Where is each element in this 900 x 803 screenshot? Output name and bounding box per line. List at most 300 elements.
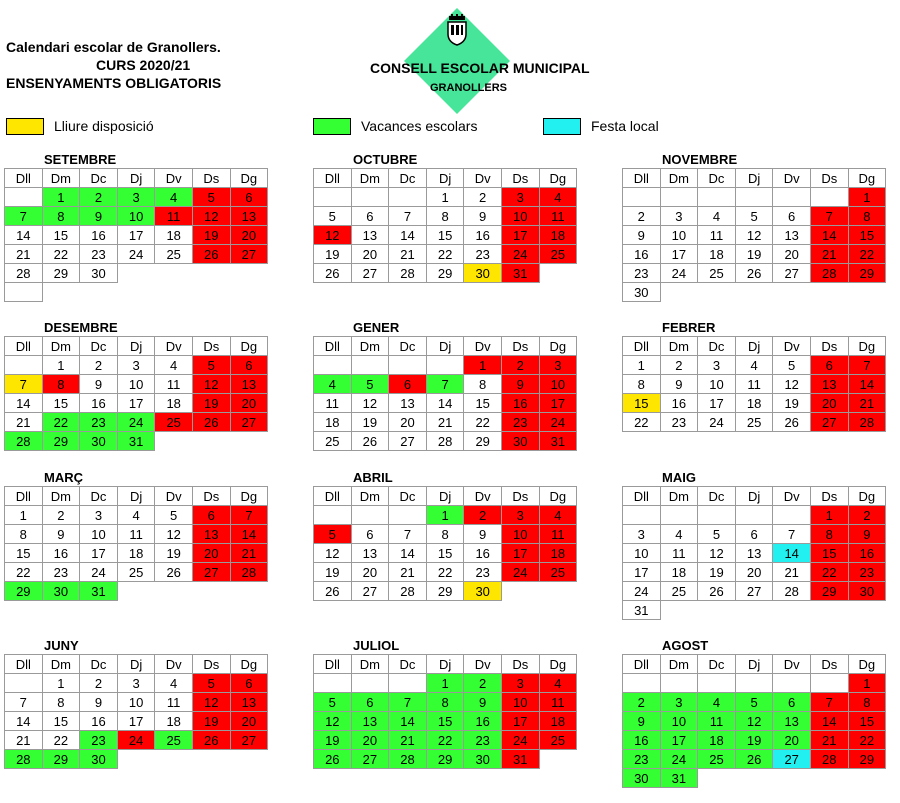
day-cell: 11 (735, 375, 773, 394)
day-cell: 24 (501, 563, 539, 582)
day-cell: 2 (80, 188, 118, 207)
weekday-header: Dm (351, 169, 389, 188)
blank-day-cell (389, 356, 427, 375)
day-cell: 29 (426, 264, 464, 283)
empty-cell (810, 769, 848, 788)
weekday-header: Dc (80, 337, 118, 356)
day-cell: 31 (80, 582, 118, 601)
day-cell: 21 (389, 245, 427, 264)
day-cell: 8 (426, 207, 464, 226)
day-cell: 13 (810, 375, 848, 394)
day-cell: 1 (426, 674, 464, 693)
weekday-header-row (314, 337, 577, 356)
day-cell: 30 (464, 582, 502, 601)
month-febrer (622, 320, 894, 432)
month-table (622, 336, 886, 432)
day-cell: 19 (314, 245, 352, 264)
day-cell: 15 (426, 544, 464, 563)
day-cell: 12 (314, 544, 352, 563)
day-cell: 10 (623, 544, 661, 563)
weekday-header: Dg (848, 655, 886, 674)
day-cell: 1 (42, 356, 80, 375)
day-cell: 18 (539, 544, 577, 563)
day-cell: 19 (314, 731, 352, 750)
week-row (314, 544, 577, 563)
weekday-header: Dc (389, 487, 427, 506)
blank-day-cell (660, 188, 698, 207)
weekday-header: Dj (426, 655, 464, 674)
empty-cell (230, 750, 268, 769)
day-cell: 20 (230, 394, 268, 413)
week-row (623, 750, 886, 769)
weekday-header: Dv (773, 655, 811, 674)
day-cell: 10 (501, 693, 539, 712)
day-cell: 26 (314, 750, 352, 769)
month-table (622, 654, 886, 788)
day-cell: 3 (660, 207, 698, 226)
week-row (623, 394, 886, 413)
day-cell: 5 (735, 207, 773, 226)
blank-day-cell (698, 188, 736, 207)
day-cell: 29 (848, 264, 886, 283)
day-cell: 15 (426, 712, 464, 731)
month-title: FEBRER (662, 320, 716, 335)
empty-cell (192, 432, 230, 451)
day-cell: 3 (117, 188, 155, 207)
legend-item-holidays (313, 116, 477, 136)
weekday-header: Dg (230, 655, 268, 674)
empty-cell (539, 264, 577, 283)
week-row (314, 264, 577, 283)
week-row (623, 731, 886, 750)
day-cell: 15 (5, 544, 43, 563)
weekday-header: Dll (314, 487, 352, 506)
day-cell: 2 (501, 356, 539, 375)
day-cell: 11 (698, 226, 736, 245)
week-row (623, 375, 886, 394)
day-cell: 11 (155, 207, 193, 226)
day-cell: 16 (660, 394, 698, 413)
day-cell: 19 (773, 394, 811, 413)
month-juliol (313, 638, 585, 769)
week-row (5, 544, 268, 563)
week-row (5, 674, 268, 693)
month-title: SETEMBRE (44, 152, 117, 167)
day-cell: 10 (80, 525, 118, 544)
day-cell: 25 (698, 750, 736, 769)
day-cell: 25 (539, 731, 577, 750)
legend-label: Vacances escolars (361, 118, 478, 134)
week-row (5, 693, 268, 712)
weekday-header: Dj (735, 487, 773, 506)
blank-day-cell (314, 356, 352, 375)
day-cell: 22 (42, 731, 80, 750)
weekday-header: Dv (155, 655, 193, 674)
day-cell: 20 (773, 245, 811, 264)
empty-cell (698, 601, 736, 620)
empty-cell (192, 750, 230, 769)
day-cell: 29 (42, 750, 80, 769)
week-row (623, 207, 886, 226)
day-cell: 22 (848, 245, 886, 264)
day-cell: 22 (42, 413, 80, 432)
empty-cell (117, 750, 155, 769)
day-cell: 11 (539, 693, 577, 712)
day-cell: 1 (42, 674, 80, 693)
day-cell: 4 (539, 674, 577, 693)
blank-day-cell (735, 506, 773, 525)
month-table (4, 168, 268, 302)
day-cell: 7 (773, 525, 811, 544)
weekday-header: Dll (314, 169, 352, 188)
day-cell: 6 (810, 356, 848, 375)
month-gener (313, 320, 585, 451)
empty-cell (192, 264, 230, 283)
day-cell: 17 (501, 226, 539, 245)
day-cell: 11 (539, 207, 577, 226)
day-cell: 30 (80, 432, 118, 451)
weekday-header: Dc (80, 655, 118, 674)
week-row (5, 750, 268, 769)
day-cell: 30 (42, 582, 80, 601)
day-cell: 7 (5, 207, 43, 226)
day-cell: 20 (773, 731, 811, 750)
week-row (623, 563, 886, 582)
day-cell: 4 (539, 188, 577, 207)
title-line-2: CURS 2020/21 (96, 57, 191, 73)
day-cell: 7 (230, 506, 268, 525)
month-maig (622, 470, 894, 620)
weekday-header: Dj (426, 169, 464, 188)
empty-cell (810, 601, 848, 620)
day-cell: 8 (848, 693, 886, 712)
empty-cell (230, 582, 268, 601)
day-cell: 10 (501, 207, 539, 226)
day-cell: 17 (501, 712, 539, 731)
weekday-header: Dm (42, 487, 80, 506)
day-cell: 15 (848, 226, 886, 245)
day-cell: 22 (42, 245, 80, 264)
day-cell: 27 (230, 731, 268, 750)
legend-item-free-day (6, 116, 154, 136)
day-cell: 14 (389, 544, 427, 563)
day-cell: 19 (314, 563, 352, 582)
day-cell: 5 (155, 506, 193, 525)
day-cell: 2 (464, 674, 502, 693)
day-cell: 1 (42, 188, 80, 207)
day-cell: 20 (810, 394, 848, 413)
day-cell: 6 (230, 674, 268, 693)
weekday-header: Dll (5, 337, 43, 356)
day-cell: 15 (42, 712, 80, 731)
weekday-header: Dj (735, 655, 773, 674)
weekday-header: Dm (660, 337, 698, 356)
week-row (5, 356, 268, 375)
week-row (5, 375, 268, 394)
day-cell: 28 (230, 563, 268, 582)
day-cell: 13 (351, 544, 389, 563)
day-cell: 29 (848, 750, 886, 769)
day-cell: 8 (42, 693, 80, 712)
day-cell: 13 (230, 375, 268, 394)
day-cell: 2 (848, 506, 886, 525)
title-line-1: Calendari escolar de Granollers. (6, 39, 221, 55)
blank-day-cell (773, 506, 811, 525)
day-cell: 15 (42, 394, 80, 413)
week-row (314, 563, 577, 582)
weekday-header: Dll (314, 337, 352, 356)
day-cell: 11 (660, 544, 698, 563)
week-row (623, 769, 886, 788)
day-cell: 28 (810, 264, 848, 283)
day-cell: 12 (351, 394, 389, 413)
day-cell: 24 (117, 413, 155, 432)
day-cell: 16 (80, 712, 118, 731)
blank-day-cell (389, 506, 427, 525)
day-cell: 15 (426, 226, 464, 245)
day-cell: 13 (773, 712, 811, 731)
day-cell: 31 (117, 432, 155, 451)
day-cell: 3 (501, 506, 539, 525)
day-cell: 21 (810, 245, 848, 264)
blank-day-cell (660, 506, 698, 525)
weekday-header: Dg (539, 655, 577, 674)
day-cell: 8 (42, 207, 80, 226)
day-cell: 20 (351, 731, 389, 750)
blank-day-cell (623, 506, 661, 525)
day-cell: 4 (155, 188, 193, 207)
weekday-header: Dv (464, 337, 502, 356)
day-cell: 11 (314, 394, 352, 413)
weekday-header-row (5, 487, 268, 506)
week-row (623, 712, 886, 731)
empty-cell (155, 582, 193, 601)
weekday-header: Dg (539, 169, 577, 188)
month-table (4, 654, 268, 769)
blank-day-cell (314, 506, 352, 525)
month-novembre (622, 152, 894, 302)
day-cell: 27 (810, 413, 848, 432)
day-cell: 12 (314, 712, 352, 731)
month-table (313, 654, 577, 769)
day-cell: 16 (623, 731, 661, 750)
empty-cell (698, 769, 736, 788)
week-row (314, 356, 577, 375)
weekday-header: Dm (660, 487, 698, 506)
month-title: JULIOL (353, 638, 400, 653)
week-row (623, 693, 886, 712)
day-cell: 23 (42, 563, 80, 582)
weekday-header: Dll (623, 169, 661, 188)
day-cell: 14 (810, 226, 848, 245)
day-cell: 4 (660, 525, 698, 544)
day-cell: 12 (155, 525, 193, 544)
day-cell: 21 (848, 394, 886, 413)
day-cell: 23 (848, 563, 886, 582)
weekday-header-row (5, 169, 268, 188)
page-title (6, 38, 221, 92)
day-cell: 9 (848, 525, 886, 544)
month-table (313, 336, 577, 451)
week-row (314, 413, 577, 432)
weekday-header: Dv (773, 487, 811, 506)
day-cell: 20 (230, 226, 268, 245)
month-title: GENER (353, 320, 400, 335)
day-cell: 9 (80, 375, 118, 394)
day-cell: 7 (810, 693, 848, 712)
week-row (623, 188, 886, 207)
day-cell: 24 (117, 731, 155, 750)
empty-cell (660, 283, 698, 302)
day-cell: 28 (389, 264, 427, 283)
day-cell: 12 (698, 544, 736, 563)
day-cell: 28 (773, 582, 811, 601)
day-cell: 27 (351, 582, 389, 601)
weekday-header: Dc (698, 169, 736, 188)
day-cell: 23 (623, 750, 661, 769)
weekday-header: Dj (117, 337, 155, 356)
empty-cell (155, 750, 193, 769)
day-cell: 14 (389, 712, 427, 731)
day-cell: 18 (698, 245, 736, 264)
empty-cell (735, 283, 773, 302)
day-cell: 2 (80, 674, 118, 693)
day-cell: 31 (623, 601, 661, 620)
weekday-header-row (314, 169, 577, 188)
day-cell: 30 (501, 432, 539, 451)
weekday-header: Dg (848, 169, 886, 188)
day-cell: 12 (735, 226, 773, 245)
day-cell: 7 (5, 693, 43, 712)
day-cell: 7 (389, 525, 427, 544)
blank-day-cell (314, 188, 352, 207)
month-title: AGOST (662, 638, 709, 653)
weekday-header: Dg (539, 487, 577, 506)
empty-cell (848, 283, 886, 302)
day-cell: 16 (623, 245, 661, 264)
day-cell: 5 (192, 674, 230, 693)
weekday-header: Dg (539, 337, 577, 356)
day-cell: 10 (117, 693, 155, 712)
blank-day-cell (623, 188, 661, 207)
day-cell: 1 (464, 356, 502, 375)
day-cell: 6 (230, 188, 268, 207)
day-cell: 29 (5, 582, 43, 601)
blank-day-cell (314, 674, 352, 693)
day-cell: 6 (351, 525, 389, 544)
empty-cell (539, 750, 577, 769)
weekday-header: Dll (623, 487, 661, 506)
day-cell: 3 (501, 674, 539, 693)
weekday-header: Ds (810, 337, 848, 356)
week-row (623, 226, 886, 245)
weekday-header: Dc (80, 487, 118, 506)
day-cell: 21 (810, 731, 848, 750)
day-cell: 16 (42, 544, 80, 563)
day-cell: 4 (539, 506, 577, 525)
blank-day-cell (698, 506, 736, 525)
week-row (623, 674, 886, 693)
day-cell: 27 (230, 413, 268, 432)
week-row (5, 731, 268, 750)
week-row (314, 432, 577, 451)
week-row (5, 525, 268, 544)
day-cell: 28 (389, 582, 427, 601)
weekday-header: Dv (464, 655, 502, 674)
day-cell: 4 (155, 674, 193, 693)
blank-day-cell (773, 674, 811, 693)
day-cell: 25 (735, 413, 773, 432)
day-cell: 25 (539, 563, 577, 582)
empty-cell (735, 769, 773, 788)
day-cell: 12 (192, 693, 230, 712)
day-cell: 18 (698, 731, 736, 750)
empty-cell (848, 769, 886, 788)
day-cell: 19 (155, 544, 193, 563)
day-cell: 23 (660, 413, 698, 432)
day-cell: 18 (155, 226, 193, 245)
legend-swatch (6, 118, 44, 135)
weekday-header: Dj (426, 337, 464, 356)
day-cell: 29 (42, 432, 80, 451)
week-row (623, 245, 886, 264)
month-table (622, 168, 886, 302)
day-cell: 18 (117, 544, 155, 563)
day-cell: 3 (117, 674, 155, 693)
day-cell: 25 (698, 264, 736, 283)
weekday-header: Dv (464, 487, 502, 506)
day-cell: 11 (698, 712, 736, 731)
week-row (623, 264, 886, 283)
day-cell: 5 (192, 356, 230, 375)
day-cell: 18 (314, 413, 352, 432)
month-title: MAIG (662, 470, 696, 485)
day-cell: 19 (192, 226, 230, 245)
day-cell: 7 (389, 693, 427, 712)
blank-day-cell (810, 188, 848, 207)
day-cell: 26 (314, 264, 352, 283)
day-cell: 1 (848, 674, 886, 693)
day-cell: 20 (351, 245, 389, 264)
day-cell: 25 (155, 413, 193, 432)
day-cell: 6 (351, 207, 389, 226)
day-cell: 26 (735, 750, 773, 769)
weekday-header: Dc (698, 337, 736, 356)
day-cell: 28 (5, 264, 43, 283)
weekday-header: Dll (5, 487, 43, 506)
day-cell: 4 (735, 356, 773, 375)
day-cell: 31 (539, 432, 577, 451)
day-cell: 12 (773, 375, 811, 394)
week-row (314, 674, 577, 693)
weekday-header: Dm (660, 169, 698, 188)
day-cell: 14 (426, 394, 464, 413)
week-row (314, 712, 577, 731)
weekday-header-row (623, 655, 886, 674)
blank-day-cell (351, 506, 389, 525)
week-row (314, 375, 577, 394)
empty-cell (773, 769, 811, 788)
blank-day-cell (5, 674, 43, 693)
day-cell: 5 (192, 188, 230, 207)
month-title: OCTUBRE (353, 152, 418, 167)
day-cell: 1 (5, 506, 43, 525)
day-cell: 4 (698, 207, 736, 226)
empty-cell (660, 601, 698, 620)
blank-day-cell (735, 188, 773, 207)
month-setembre (4, 152, 276, 302)
day-cell: 8 (426, 693, 464, 712)
